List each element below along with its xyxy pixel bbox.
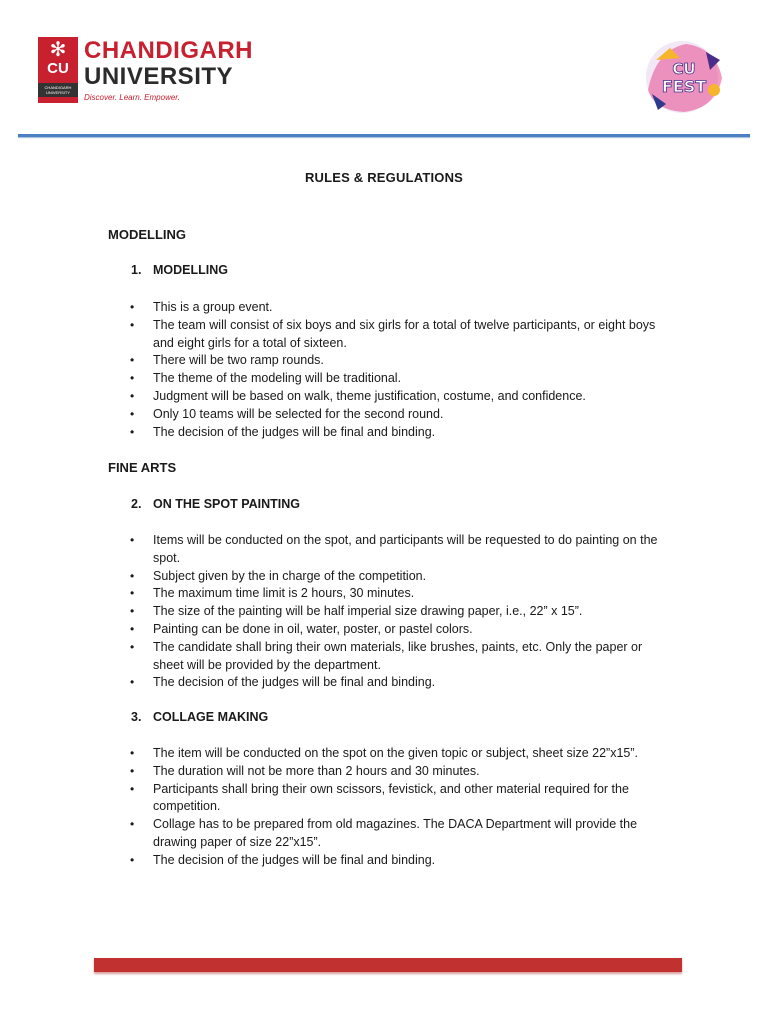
modelling-rules-list xyxy=(0,299,768,441)
item-title-modelling: MODELLING xyxy=(153,263,228,277)
list-item: • The decision of the judges will be final and binding. xyxy=(0,852,663,870)
footer-bar xyxy=(94,958,682,972)
bullet-icon: • xyxy=(130,300,135,314)
list-item: • Only 10 teams will be selected for the second round. xyxy=(0,406,663,424)
bullet-icon: • xyxy=(130,852,135,867)
section-heading-fine-arts: FINE ARTS xyxy=(108,460,177,475)
cu-badge-small-text: CHANDIGARH UNIVERSITY xyxy=(38,83,78,97)
list-item: • The maximum time limit is 2 hours, 30 minutes. xyxy=(0,585,663,603)
item-number: 3. xyxy=(131,710,142,724)
bullet-icon: • xyxy=(130,639,135,654)
collage-rules-list xyxy=(0,745,768,870)
bullet-icon: • xyxy=(130,675,135,690)
bullet-icon: • xyxy=(130,746,135,760)
list-item: • Judgment will be based on walk, theme justification, costume, and confidence. xyxy=(0,388,663,406)
cu-badge-text: CU xyxy=(47,60,69,77)
list-item: • There will be two ramp rounds. xyxy=(0,352,663,370)
list-item: • The team will consist of six boys and six girls for a total of twelve participants, or eight boys and eight girls for a total of sixteen. xyxy=(130,317,656,350)
bullet-icon: • xyxy=(130,763,135,778)
bullet-icon: • xyxy=(130,586,135,601)
bullet-icon: • xyxy=(130,781,135,796)
item-number: 1. xyxy=(131,263,142,277)
bullet-icon: • xyxy=(130,621,135,636)
section-heading-modelling: MODELLING xyxy=(108,227,186,242)
list-item: • The size of the painting will be half imperial size drawing paper, i.e., 22” x 15”. xyxy=(0,603,663,621)
list-item: • Collage has to be prepared from old magazines. The DACA Department will provide the drawing paper of size 22”x15”. xyxy=(130,817,638,849)
list-item: • The decision of the judges will be final and binding. xyxy=(0,424,663,442)
item-title-collage-making: COLLAGE MAKING xyxy=(153,710,269,724)
brand-name-line2: UNIVERSITY xyxy=(84,63,234,90)
bullet-icon: • xyxy=(130,817,135,832)
list-item: • The theme of the modeling will be traditional. xyxy=(0,370,663,388)
fest-logo-dot xyxy=(708,84,720,96)
brand-name-line1: CHANDIGARH xyxy=(84,37,253,64)
item-number: 2. xyxy=(131,497,142,511)
snowflake-emblem-icon: ✻ xyxy=(49,39,67,61)
cu-fest-logo xyxy=(636,30,732,120)
list-item: • The duration will not be more than 2 hours and 30 minutes. xyxy=(0,763,663,781)
item-title-on-the-spot-painting: ON THE SPOT PAINTING xyxy=(153,497,300,511)
bullet-icon: • xyxy=(130,406,135,421)
list-item: • This is a group event. xyxy=(0,299,663,317)
fest-logo-text-fest: FEST xyxy=(661,77,707,96)
list-item: • Subject given by the in charge of the competition. xyxy=(0,568,663,586)
list-item: • Painting can be done in oil, water, poster, or pastel colors. xyxy=(0,621,663,639)
bullet-icon: • xyxy=(130,317,135,332)
cu-badge xyxy=(38,37,78,103)
header-divider xyxy=(18,134,750,137)
list-item: • The decision of the judges will be final and binding. xyxy=(0,674,663,692)
bullet-icon: • xyxy=(130,388,135,403)
fest-logo-text-cu: CU xyxy=(672,60,696,78)
bullet-icon: • xyxy=(130,533,135,547)
list-item: • The candidate shall bring their own materials, like brushes, paints, etc. Only the paper or sheet will be provided by the department. xyxy=(130,639,643,672)
list-item: • Items will be conducted on the spot, and participants will be requested to do painting on the spot. xyxy=(130,533,658,565)
list-item: • Participants shall bring their own scissors, fevistick, and other material required for the competition. xyxy=(130,781,629,814)
page-header xyxy=(0,0,768,140)
bullet-icon: • xyxy=(130,568,135,583)
bullet-icon: • xyxy=(130,604,135,619)
bullet-icon: • xyxy=(130,353,135,368)
painting-rules-list xyxy=(0,532,768,692)
chandigarh-university-logo xyxy=(38,37,253,105)
document-title: RULES & REGULATIONS xyxy=(304,170,464,185)
list-item: • The item will be conducted on the spot on the given topic or subject, sheet size 22”x15”. xyxy=(0,745,663,763)
bullet-icon: • xyxy=(130,424,135,439)
brand-tagline: Discover. Learn. Empower. xyxy=(84,93,180,102)
bullet-icon: • xyxy=(130,371,135,386)
